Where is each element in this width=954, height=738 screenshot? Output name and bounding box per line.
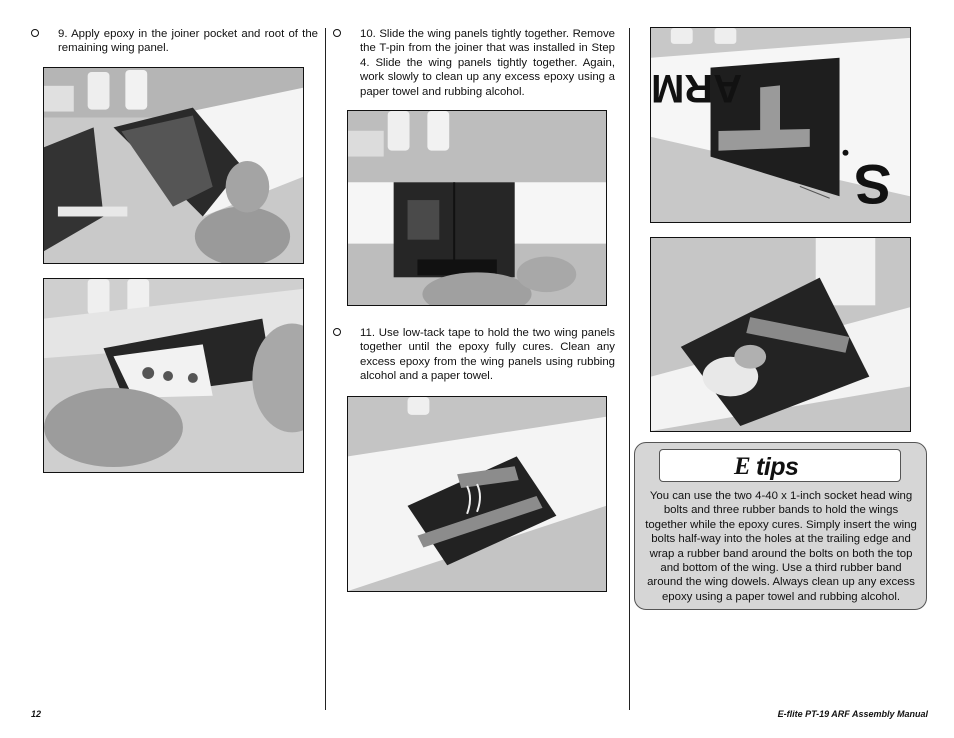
column-divider-left bbox=[325, 28, 326, 710]
step-9 bbox=[31, 27, 318, 56]
step-10-text: 10. Slide the wing panels tightly together. Remove the T-pin from the joiner that was installed in Step 4. Slide the wing panels tightly together. Again, work slowly to clean up any excess epoxy using a paper towel and rubbing alcohol. bbox=[360, 28, 615, 98]
wing-lettering-arm: ARM bbox=[651, 66, 743, 110]
photo-apply-epoxy-pocket bbox=[43, 67, 304, 264]
column-divider-right bbox=[629, 28, 630, 710]
e-tips-logo-word: tips bbox=[756, 453, 799, 481]
e-tips-logo-e: E bbox=[734, 453, 751, 480]
step-11-text: 11. Use low-tack tape to hold the two wing panels together until the epoxy fully cures. Clean any excess epoxy from the wing panels using rubbing alcohol and a paper towel. bbox=[360, 327, 615, 383]
e-tips-logo bbox=[659, 449, 901, 482]
wing-lettering-s: S bbox=[854, 153, 892, 216]
step-10 bbox=[333, 27, 615, 99]
manual-title: E-flite PT-19 ARF Assembly Manual bbox=[777, 709, 928, 719]
photo-cleaning-with-alcohol bbox=[650, 237, 911, 432]
e-tips-body: You can use the two 4-40 x 1-inch socket head wing bolts and three rubber bands to hold the wings together while the epoxy cures. Simply insert the wing bolts half-way into the holes at the trailing edge and wrap a rubber band around the bolts on both the top and bottom of the wing. Use a third rubber band around the wing dowels. Always clean up any excess epoxy using a paper towel and rubbing alcohol. bbox=[645, 490, 917, 603]
photo-panels-slid-together bbox=[347, 110, 607, 306]
step-11 bbox=[333, 326, 615, 384]
page-number: 12 bbox=[31, 709, 42, 719]
checkbox-circle-icon bbox=[333, 328, 341, 336]
checkbox-circle-icon bbox=[31, 29, 39, 37]
photo-joiner-inserted bbox=[43, 278, 304, 473]
photo-wing-top-taped bbox=[650, 27, 911, 223]
e-tips-callout bbox=[634, 442, 927, 610]
checkbox-circle-icon bbox=[333, 29, 341, 37]
photo-low-tack-tape bbox=[347, 396, 607, 592]
step-9-text: 9. Apply epoxy in the joiner pocket and root of the remaining wing panel. bbox=[58, 28, 318, 55]
